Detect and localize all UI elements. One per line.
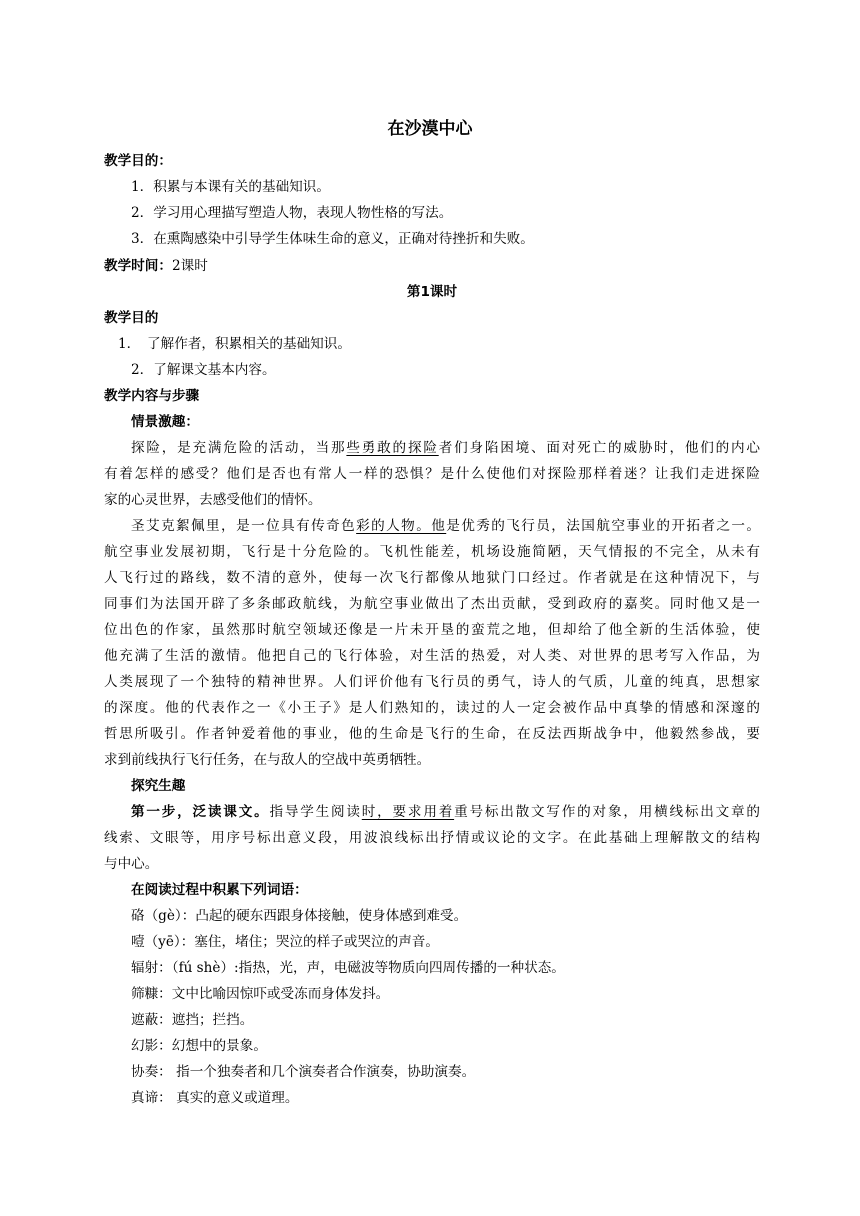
objectives-heading: 教学目的：: [104, 153, 172, 169]
paragraph-line: [131, 438, 760, 458]
paragraph-line: [131, 516, 760, 536]
paragraph-line: 人类展现了一个独特的精神世界。人们评价他有飞行员的勇气，诗人的气质，儿童的纯真，思想家: [104, 674, 760, 690]
text-segment: 者们身陷困境、面对死亡的威胁时，他们的内心: [438, 440, 761, 456]
lesson-heading: 第1课时: [406, 284, 458, 300]
objective-item: 3．在熏陶感染中引导学生体味生命的意义，正确对待挫折和失败。: [131, 231, 534, 247]
underlined-text: 些勇敢的探险: [346, 440, 439, 456]
vocab-item: 遮蔽：遮挡；拦挡。: [131, 1012, 254, 1028]
time-value: 2课时: [171, 258, 208, 274]
paragraph-line: 航空事业发展初期，飞行是十分危险的。飞机性能差，机场设施简陋，天气情报的不完全，从未有: [104, 544, 760, 560]
vocab-item: 幻影：幻想中的景象。: [131, 1038, 267, 1054]
text-segment: 圣艾克絮佩里，是一位具有传奇色: [131, 518, 357, 534]
step-label: 第一步，泛读课文。: [131, 804, 270, 820]
paragraph-line: 与中心。: [104, 856, 159, 872]
goal-heading: 教学目的: [104, 310, 159, 326]
paragraph-line: 人飞行过的路线，数不清的意外，使每一次飞行都像从地狱门口经过。作者就是在这种情况下，与: [104, 570, 760, 586]
paragraph-line: 求到前线执行飞行任务，在与敌人的空战中英勇牺牲。: [104, 752, 431, 768]
objective-item: 1．积累与本课有关的基础知识。: [131, 179, 330, 195]
paragraph-line: [131, 802, 760, 822]
goal-item: 2．了解课文基本内容。: [131, 362, 276, 378]
text-segment: 重号标出散文写作的对象，用横线标出文章的: [454, 804, 761, 820]
vocab-item: 真谛： 真实的意义或道理。: [131, 1090, 299, 1106]
vocab-item: 硌（gè）：凸起的硬东西跟身体接触，使身体感到难受。: [131, 908, 468, 924]
underlined-text: 时，要求用着: [361, 804, 455, 820]
paragraph-line: 有着怎样的感受？他们是否也有常人一样的恐惧？是什么使他们对探险那样着迷？让我们走进探险: [104, 466, 760, 482]
underlined-text: 彩的人物。他: [356, 518, 447, 534]
page-title: 在沙漠中心: [387, 119, 473, 139]
text-segment: 探险，是充满危险的活动，当那: [131, 440, 347, 456]
vocab-item: 辐射：（fú shè）:指热，光，声，电磁波等物质向四周传播的一种状态。: [131, 960, 565, 976]
paragraph-line: 家的心灵世界，去感受他们的情怀。: [104, 492, 322, 508]
vocab-item: 筛糠：文中比喻因惊吓或受冻而身体发抖。: [131, 986, 390, 1002]
text-segment: 是优秀的飞行员，法国航空事业的开拓者之一。: [446, 518, 761, 534]
paragraph-line: 哲思所吸引。作者钟爱着他的事业，他的生命是飞行的生命，在反法西斯战争中，他毅然参战，要: [104, 726, 760, 742]
teaching-time: [104, 256, 760, 276]
intro-heading: 情景激趣：: [131, 414, 199, 430]
vocab-heading: 在阅读过程中积累下列词语：: [131, 882, 308, 898]
text-segment: 指导学生阅读: [269, 804, 362, 820]
explore-heading: 探究生趣: [131, 778, 186, 794]
paragraph-line: 他充满了生活的激情。他把自己的飞行体验，对生活的热爱，对人类、对世界的思考写入作品，为: [104, 648, 760, 664]
vocab-item: 噎（yē）：塞住，堵住；哭泣的样子或哭泣的声音。: [131, 934, 439, 950]
paragraph-line: 位出色的作家，虽然那时航空领域还像是一片未开垦的蛮荒之地，但却给了他全新的生活体验，使: [104, 622, 760, 638]
paragraph-line: 同事们为法国开辟了多条邮政航线，为航空事业做出了杰出贡献，受到政府的嘉奖。同时他又是一: [104, 596, 760, 612]
vocab-item: 协奏： 指一个独奏者和几个演奏者合作演奏，协助演奏。: [131, 1064, 476, 1080]
paragraph-line: 的深度。他的代表作之一《小王子》是人们熟知的，读过的人一定会被作品中真挚的情感和深邃的: [104, 700, 760, 716]
time-label: 教学时间：: [104, 258, 172, 274]
paragraph-line: 线索、文眼等，用序号标出意义段，用波浪线标出抒情或议论的文字。在此基础上理解散文的结构: [104, 830, 760, 846]
objective-item: 2．学习用心理描写塑造人物，表现人物性格的写法。: [131, 205, 453, 221]
content-heading: 教学内容与步骤: [104, 388, 200, 404]
goal-item: 1． 了解作者，积累相关的基础知识。: [118, 336, 351, 352]
